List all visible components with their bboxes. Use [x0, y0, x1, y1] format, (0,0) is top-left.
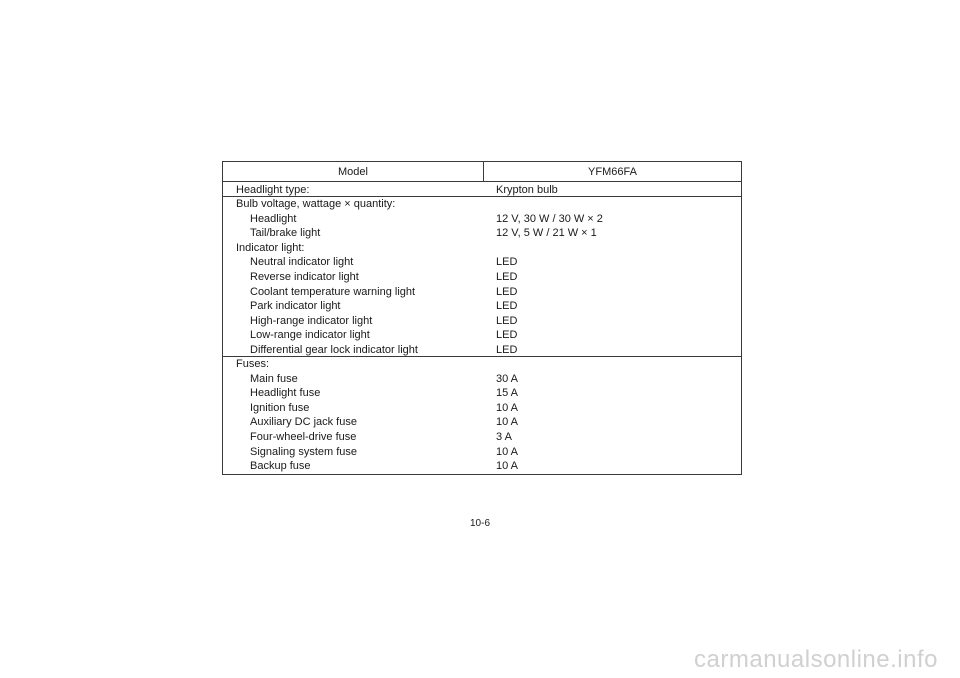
headlight-type-label: Headlight type: [236, 184, 310, 196]
table-row [223, 270, 741, 285]
table-row [223, 372, 741, 387]
row-label: Backup fuse [250, 460, 311, 473]
row-label: Ignition fuse [250, 401, 310, 414]
table-row [223, 445, 741, 460]
table-row [223, 401, 741, 416]
row-value: 12 V, 30 W / 30 W × 2 [496, 212, 603, 225]
row-value: 3 A [496, 430, 512, 443]
row-value: LED [496, 300, 518, 313]
table-row [223, 357, 741, 372]
row-label: Tail/brake light [250, 227, 321, 240]
table-row [223, 183, 741, 198]
row-label: Differential gear lock indicator light [250, 343, 418, 356]
row-value: LED [496, 314, 518, 327]
row-label: Low-range indicator light [250, 329, 370, 342]
table-header [223, 162, 741, 182]
row-label: Neutral indicator light [250, 256, 354, 269]
row-value: 12 V, 5 W / 21 W × 1 [496, 227, 597, 240]
row-value: LED [496, 329, 518, 342]
specifications-table [222, 161, 742, 475]
fuses-group [223, 357, 741, 474]
row-value: 10 A [496, 460, 519, 473]
headlight-type-value: Krypton bulb [496, 184, 558, 196]
row-label: Auxiliary DC jack fuse [250, 416, 357, 429]
row-label: Main fuse [250, 372, 298, 385]
row-label: Reverse indicator light [250, 270, 359, 283]
watermark: carmanualsonline.info [694, 646, 938, 673]
table-row [223, 415, 741, 430]
row-value: 30 A [496, 372, 519, 385]
table-row [223, 212, 741, 227]
bulbs-label: Bulb voltage, wattage × quantity: [236, 198, 396, 210]
row-label: Four-wheel-drive fuse [250, 430, 357, 443]
row-value: LED [496, 343, 518, 356]
table-row [223, 241, 741, 256]
row-label: High-range indicator light [250, 314, 373, 327]
row-value: 10 A [496, 416, 519, 429]
row-value: LED [496, 285, 518, 298]
bulbs-group [223, 197, 741, 357]
table-row [223, 255, 741, 270]
table-row [223, 343, 741, 358]
fuses-label: Fuses: [236, 358, 270, 370]
table-row [223, 285, 741, 300]
model-value: YFM66FA [588, 166, 637, 178]
page-number: 10-6 [469, 518, 490, 529]
row-label: Park indicator light [250, 300, 341, 313]
table-row [223, 328, 741, 343]
indicator-label: Indicator light: [236, 241, 305, 254]
table-row [223, 386, 741, 401]
row-value: 10 A [496, 445, 519, 458]
table-row [223, 197, 741, 212]
row-value: 15 A [496, 387, 519, 400]
table-row [223, 226, 741, 241]
row-label: Headlight fuse [250, 387, 321, 400]
table-row [223, 314, 741, 329]
table-row [223, 299, 741, 314]
headlight-type-group [223, 182, 741, 197]
row-value: LED [496, 256, 518, 269]
model-label: Model [223, 162, 484, 181]
row-label: Signaling system fuse [250, 445, 357, 458]
row-label: Coolant temperature warning light [250, 285, 416, 298]
row-value: 10 A [496, 401, 519, 414]
row-label: Headlight [250, 212, 297, 225]
table-row [223, 430, 741, 445]
row-value: LED [496, 270, 518, 283]
table-row [223, 459, 741, 474]
